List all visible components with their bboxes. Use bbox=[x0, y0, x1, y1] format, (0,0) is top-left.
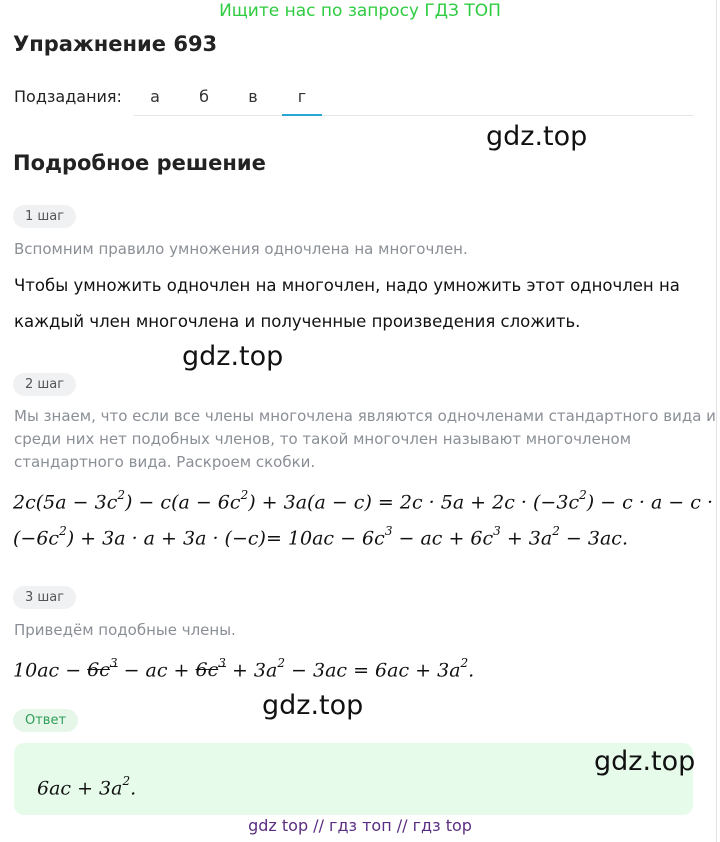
tab-b[interactable]: б bbox=[199, 87, 209, 106]
step-hint-line: среди них нет подобных членов, то такой многочлен называют многочленом bbox=[14, 430, 632, 448]
watermark: gdz.top bbox=[594, 746, 696, 777]
solution-heading: Подробное решение bbox=[13, 151, 266, 175]
search-banner: Ищите нас по запросу ГДЗ ТОП bbox=[219, 1, 501, 21]
step-hint: Приведём подобные члены. bbox=[14, 621, 236, 639]
tabs-divider bbox=[134, 115, 694, 116]
exercise-title: Упражнение 693 bbox=[13, 32, 218, 56]
watermark: gdz.top bbox=[486, 121, 588, 152]
answer-badge: Ответ bbox=[13, 709, 78, 732]
step-hint-line: Мы знаем, что если все члены многочлена являются одночленами стандартного вида и bbox=[14, 407, 716, 425]
step-hint-line: стандартного вида. Раскроем скобки. bbox=[14, 453, 316, 471]
step-text-line: Чтобы умножить одночлен на многочлен, надо умножить этот одночлен на bbox=[14, 276, 680, 295]
watermark: gdz.top bbox=[262, 690, 364, 721]
step-badge: 1 шаг bbox=[13, 205, 76, 228]
step-text-line: каждый член многочлена и полученные произведения сложить. bbox=[14, 312, 581, 331]
step-badge: 3 шаг bbox=[13, 586, 76, 609]
math-expression-like-terms: $10ac - 6c^3$ − ac + $6c^3 + 3a^2 - 3ac = 6ac + 3a^2$. bbox=[13, 656, 475, 682]
tab-g[interactable]: г bbox=[282, 87, 322, 116]
subtasks-label: Подзадания: bbox=[14, 87, 122, 106]
tab-a[interactable]: а bbox=[150, 87, 160, 106]
math-expression-line1: $2c(5a - 3c^2) - c(a - 6c^2) + 3a(a - c) = 2c \cdot 5a + 2c \cdot (-3c^2) - c \cdot a - c$ · bbox=[13, 488, 714, 514]
step-hint: Вспомним правило умножения одночлена на многочлен. bbox=[14, 240, 468, 258]
footer-links[interactable]: gdz top // гдз топ // гдз top bbox=[248, 816, 472, 835]
answer-expression: $6ac + 3a^2$. bbox=[37, 774, 137, 800]
watermark: gdz.top bbox=[182, 341, 284, 372]
math-expression-line2: $(-6c^2) + 3a \cdot a + 3a \cdot (-c)= 10ac - 6c^3$ − ac + $6c^3 + 3a^2 - 3ac$. bbox=[13, 524, 628, 550]
page-border bbox=[716, 0, 717, 842]
step-badge: 2 шаг bbox=[13, 373, 76, 396]
tab-v[interactable]: в bbox=[248, 87, 258, 106]
